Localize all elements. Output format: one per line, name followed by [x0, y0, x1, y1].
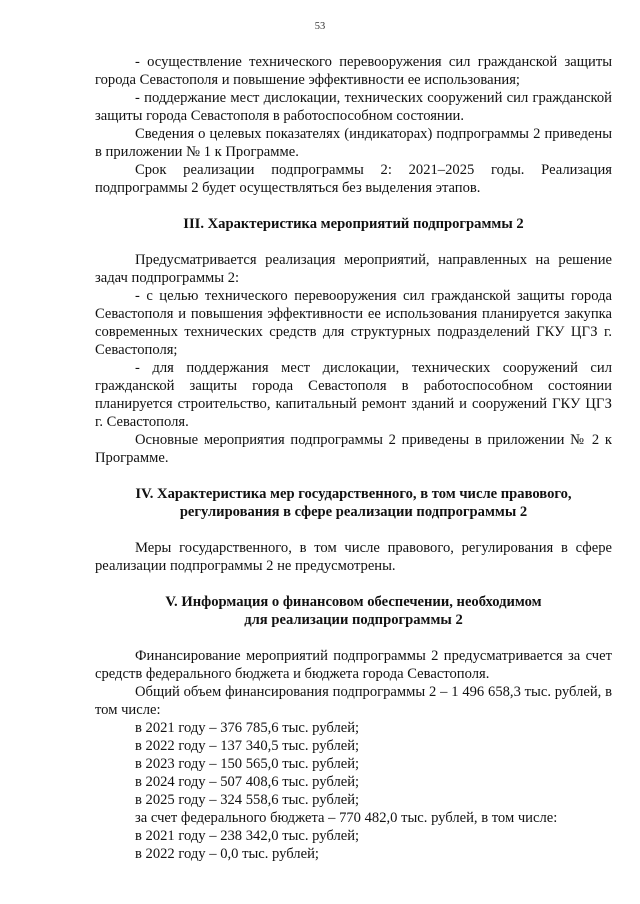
indicators-paragraph: Сведения о целевых показателях (индикаторах) подпрограммы 2 приведены в приложении № 1 к Программе.: [95, 126, 612, 160]
section-5-heading-line-1: V. Информация о финансовом обеспечении, необходимом: [165, 594, 542, 610]
goal-item-2: - поддержание мест дислокации, технических сооружений сил гражданской защиты города Севастополя в работоспособном состоянии.: [95, 90, 612, 124]
goal-item-1: - осуществление технического перевооружения сил гражданской защиты города Севастополя и повышение эффективности ее использования;: [95, 54, 612, 88]
total-financing-paragraph: Общий объем финансирования подпрограммы 2 – 1 496 658,3 тыс. рублей, в том числе:: [95, 684, 612, 718]
section-3-closing: Основные мероприятия подпрограммы 2 приведены в приложении № 2 к Программе.: [95, 432, 612, 466]
year-line-2025: в 2025 году – 324 558,6 тыс. рублей;: [135, 792, 360, 808]
section-3-lead: Предусматривается реализация мероприятий, направленных на решение задач подпрограммы 2:: [95, 252, 612, 286]
federal-budget-line: за счет федерального бюджета – 770 482,0 тыс. рублей, в том числе:: [135, 810, 558, 826]
year-line-2023: в 2023 году – 150 565,0 тыс. рублей;: [135, 756, 360, 772]
section-4-text: Меры государственного, в том числе правового, регулирования в сфере реализации подпрограммы 2 не предусмотрены.: [95, 540, 612, 574]
year-line-2022: в 2022 году – 137 340,5 тыс. рублей;: [135, 738, 360, 754]
federal-year-line-2021: в 2021 году – 238 342,0 тыс. рублей;: [135, 828, 360, 844]
section-3-heading: III. Характеристика мероприятий подпрограммы 2: [183, 216, 524, 232]
section-4-heading-line-2: регулирования в сфере реализации подпрограммы 2: [179, 504, 528, 520]
financing-paragraph: Финансирование мероприятий подпрограммы 2 предусматривается за счет средств федерального бюджета и бюджета города Севастополя.: [95, 648, 612, 682]
year-line-2024: в 2024 году – 507 408,6 тыс. рублей;: [135, 774, 360, 790]
page-number: 53: [314, 21, 326, 32]
federal-year-line-2022: в 2022 году – 0,0 тыс. рублей;: [135, 846, 319, 862]
measure-item-1: - с целью технического перевооружения сил гражданской защиты города Севастополя и повышения эффективности ее использования планируется закупка современных технических средств для структурных подразделений ГКУ ЦГЗ г. Севастополя;: [95, 288, 612, 358]
section-4-heading-line-1: IV. Характеристика мер государственного, в том числе правового,: [135, 486, 572, 502]
section-5-heading-line-2: для реализации подпрограммы 2: [244, 612, 463, 628]
document-body: [95, 53, 612, 863]
measure-item-2: - для поддержания мест дислокации, технических сооружений сил гражданской защиты города Севастополя в работоспособном состоянии планируется строительство, капитальный ремонт зданий и сооружений ГКУ ЦГЗ г. Севастополя.: [95, 360, 612, 430]
term-paragraph: Срок реализации подпрограммы 2: 2021–2025 годы. Реализация подпрограммы 2 будет осуществляться без выделения этапов.: [95, 162, 612, 196]
year-line-2021: в 2021 году – 376 785,6 тыс. рублей;: [135, 720, 360, 736]
